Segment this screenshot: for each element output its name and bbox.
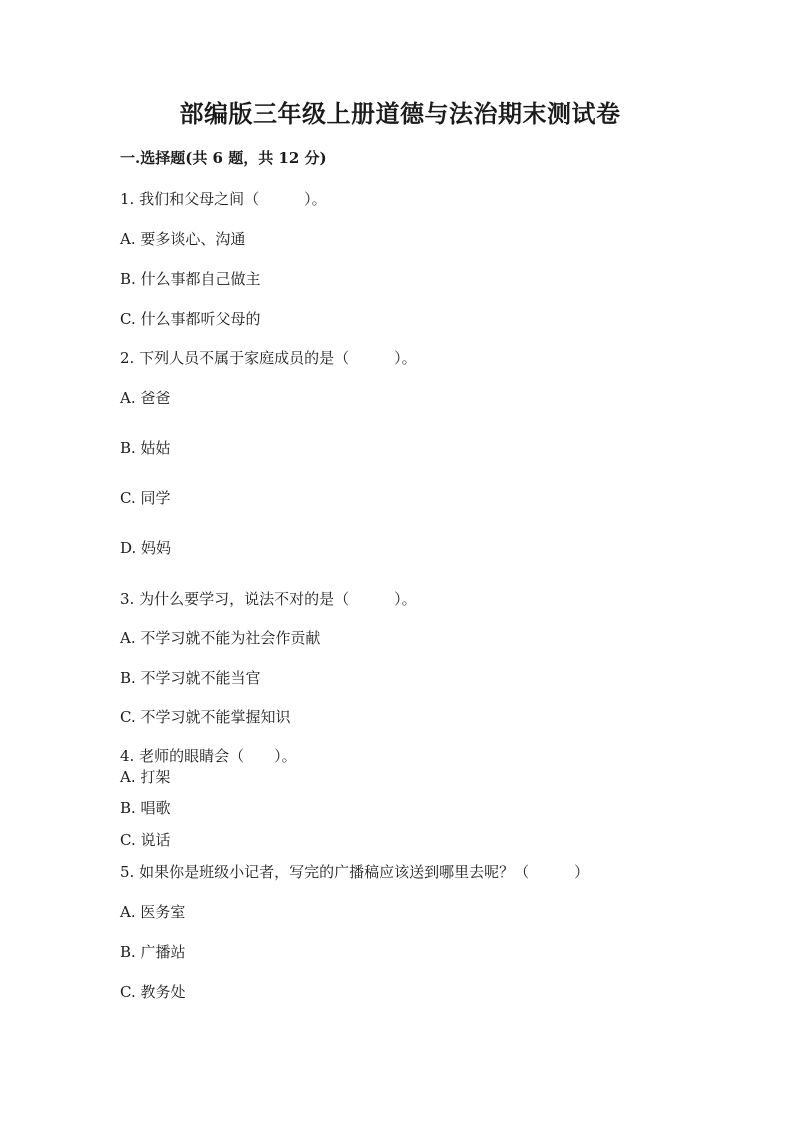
option-b: B. 姑姑 [120,439,171,457]
question-stem: 2. 下列人员不属于家庭成员的是（ ）。 [120,349,417,367]
option-a: A. 要多谈心、沟通 [120,230,246,248]
option-c: C. 说话 [120,831,171,849]
question-stem: 5. 如果你是班级小记者，写完的广播稿应该送到哪里去呢？（ ） [120,863,590,881]
option-a: A. 不学习就不能为社会作贡献 [120,629,321,647]
option-b: B. 什么事都自己做主 [120,270,261,288]
option-a: A. 医务室 [120,903,186,921]
option-c: C. 同学 [120,489,171,507]
section-heading: 一.选择题(共 6 题，共 12 分) [120,149,327,167]
option-c: C. 不学习就不能掌握知识 [120,708,291,726]
option-b: B. 不学习就不能当官 [120,669,261,687]
option-c: C. 教务处 [120,983,186,1001]
page-title: 部编版三年级上册道德与法治期末测试卷 [179,99,621,128]
option-b: B. 唱歌 [120,799,171,817]
option-d: D. 妈妈 [120,539,172,557]
option-a: A. 爸爸 [120,389,171,407]
question-stem: 1. 我们和父母之间（ ）。 [120,190,327,208]
option-b: B. 广播站 [120,943,186,961]
question-stem: 4. 老师的眼睛会（ ）。 [120,747,297,765]
option-a: A. 打架 [120,768,171,786]
question-stem: 3. 为什么要学习，说法不对的是（ ）。 [120,590,417,608]
option-c: C. 什么事都听父母的 [120,310,261,328]
